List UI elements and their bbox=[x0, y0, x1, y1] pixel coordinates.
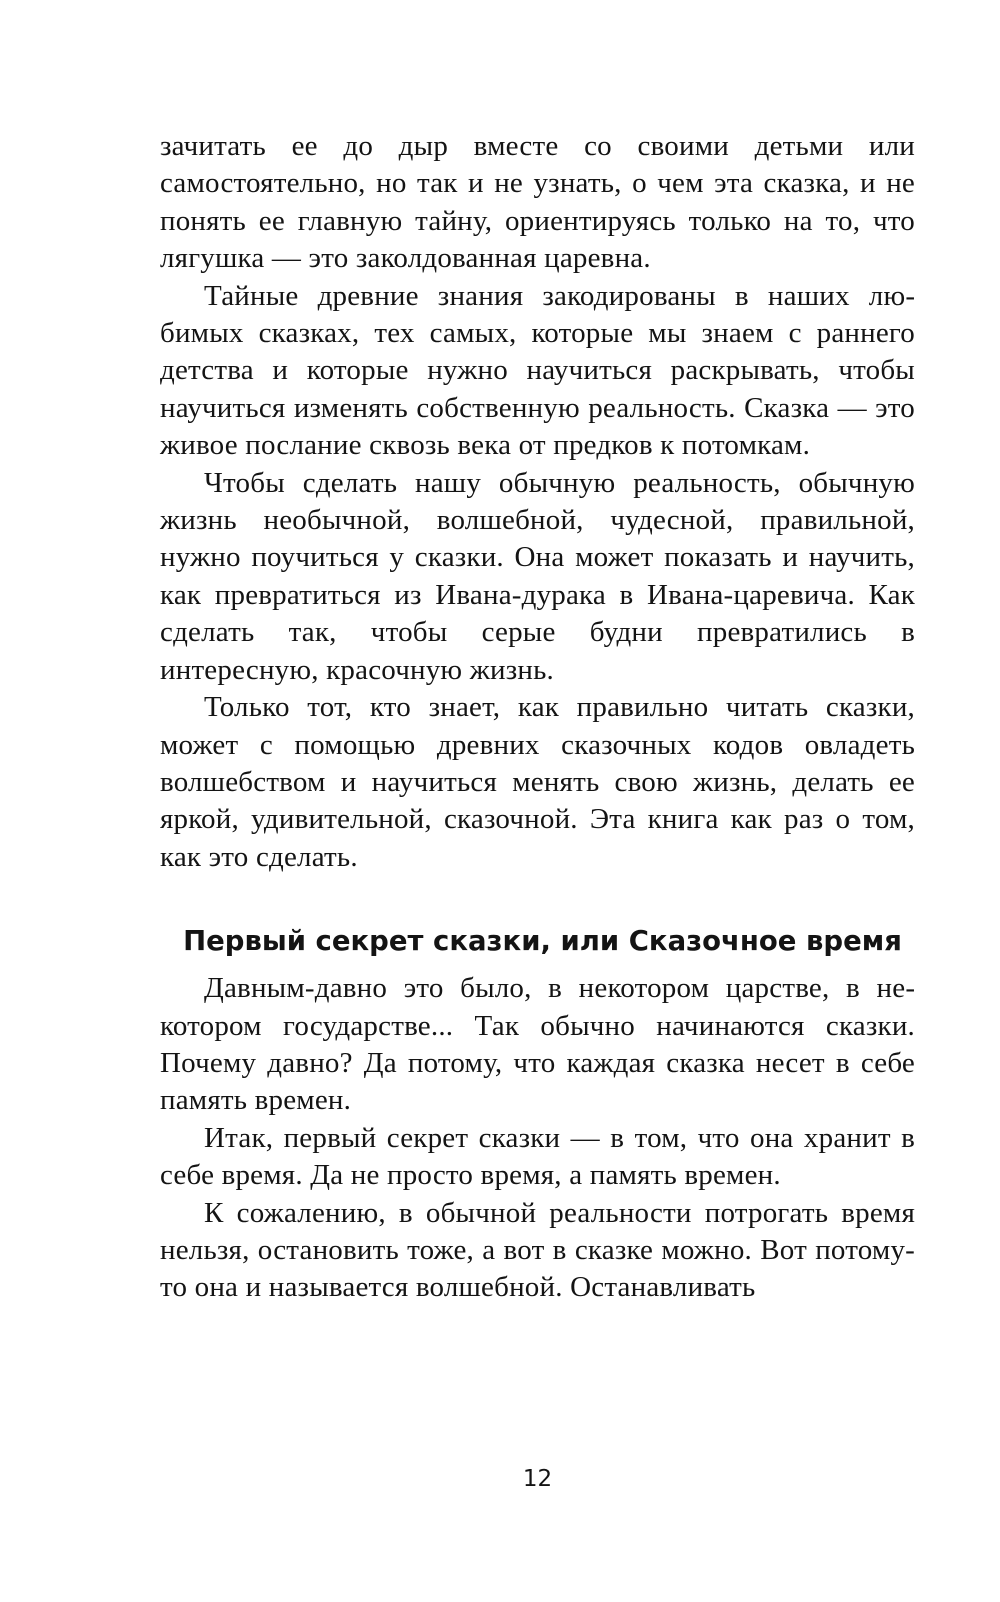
paragraph: Тайные древние знания закодированы в наших любимых сказках, тех самых, которые мы знаем с раннего детства и которые нужно научиться раскрывать, чтобы научиться изменять собственную реальность. Сказка — это живое послание сквозь века от предков к потомкам. bbox=[160, 279, 915, 462]
paragraph: К сожалению, в обычной реальности потрогать время нельзя, остановить тоже, а вот в сказке можно. Вот потому-то она и называется волшебной. Останавливать bbox=[160, 1196, 915, 1304]
paragraph: Давным-давно это было, в некотором царстве, в некотором государстве... Так обычно начинаются сказки. Почему давно? Да потому, что каждая сказка несет в себе память времен. bbox=[160, 972, 915, 1117]
page-number: 12 bbox=[522, 1466, 553, 1492]
paragraph: Итак, первый секрет сказки — в том, что она хранит в себе время. Да не просто время, а память времен. bbox=[160, 1121, 915, 1192]
section-heading: Первый секрет сказки, или Сказочное время bbox=[183, 925, 902, 958]
paragraph: Только тот, кто знает, как правильно читать сказки, может с помощью древних сказочных кодов овладеть волшебством и научиться менять свою жизнь, делать ее яркой, удивительной, сказочной. Эта книга как раз о том, как это сделать. bbox=[160, 691, 915, 873]
paragraph: Чтобы сделать нашу обычную реальность, обычную жизнь необычной, волшебной, чудесной, правильной, нужно поучиться у сказки. Она может показать и научить, как превратиться из Ивана-дурака в Ивана-царевича. Как сделать так, чтобы серые будни превратились в интересную, красочную жизнь. bbox=[160, 466, 915, 686]
paragraph-continuation: зачитать ее до дыр вместе со своими детьми или самостоятельно, но так и не узнать, о чем эта сказка, и не понять ее главную тайну, ориентируясь только на то, что лягушка — это заколдованная царевна. bbox=[160, 130, 915, 275]
page-body bbox=[160, 128, 915, 1307]
